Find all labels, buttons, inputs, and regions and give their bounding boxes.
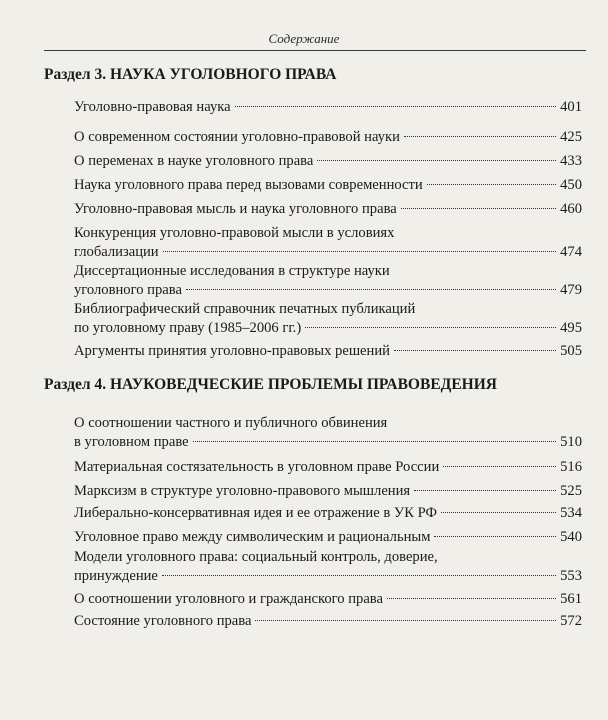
dot-leader [255,620,556,621]
toc-entry[interactable] [74,262,582,300]
toc-entry[interactable] [74,482,582,501]
toc-entry-line [74,590,582,609]
toc-entry-title: Материальная состязательность в уголовном праве России [74,459,440,475]
toc-entry[interactable] [74,548,582,586]
toc-entry-line [74,128,582,147]
toc-entry-line [74,342,582,361]
toc-entry-line [74,458,582,477]
toc-entry-line [74,319,582,338]
dot-leader [163,251,556,252]
toc-entry-title: принуждение [74,568,158,584]
page-number: 553 [560,568,582,584]
toc-entry-title: О соотношении уголовного и гражданского права [74,591,383,607]
section-title: Раздел 4. НАУКОВЕДЧЕСКИЕ ПРОБЛЕМЫ ПРАВОВЕДЕНИЯ [44,376,497,393]
dot-leader [401,208,556,209]
page-number: 540 [560,529,582,545]
toc-entry-line [74,281,582,300]
toc-entry-title: Диссертационные исследования в структуре науки [74,263,390,279]
toc-entry-title: Марксизм в структуре уголовно-правового мышления [74,483,411,499]
toc-entry[interactable] [74,590,582,609]
dot-leader [414,490,556,491]
toc-entry-line [74,433,582,452]
page-number: 401 [560,99,582,115]
toc-entry[interactable] [74,152,582,171]
dot-leader [317,160,556,161]
dot-leader [404,136,556,137]
page-number: 516 [560,459,582,475]
dot-leader [305,327,556,328]
dot-leader [162,575,556,576]
dot-leader [186,289,556,290]
toc-entry-line [74,152,582,171]
toc-entry-line [74,243,582,262]
toc-entry-title: Библиографический справочник печатных публикаций [74,301,416,317]
toc-entry-line [74,612,582,631]
toc-entry-title: уголовного права [74,282,182,298]
toc-entry-title: Конкуренция уголовно-правовой мысли в условиях [74,225,395,241]
toc-entry[interactable] [74,300,582,338]
toc-entry[interactable] [74,504,582,523]
toc-entry-title: глобализации [74,244,159,260]
dot-leader [427,184,556,185]
dot-leader [193,441,556,442]
toc-entry[interactable] [74,176,582,195]
toc-entry-line [74,224,582,243]
page-number: 433 [560,153,582,169]
toc-entry-title: О переменах в науке уголовного права [74,153,314,169]
page-number: 525 [560,483,582,499]
toc-entry-title: в уголовном праве [74,434,189,450]
toc-entry-title: Аргументы принятия уголовно-правовых решений [74,343,390,359]
toc-entry-title: О соотношении частного и публичного обвинения [74,415,388,431]
toc-entry-line [74,482,582,501]
toc-entry-title: Состояние уголовного права [74,613,252,629]
toc-entry[interactable] [74,612,582,631]
page-number: 425 [560,129,582,145]
toc-entry-title: Уголовное право между символическим и рациональным [74,529,431,545]
dot-leader [235,106,556,107]
header-rule [44,50,586,51]
dot-leader [387,598,556,599]
toc-entry-line [74,300,582,319]
toc-entry-line [74,567,582,586]
toc-entry-title: по уголовному праву (1985–2006 гг.) [74,320,302,336]
toc-entry[interactable] [74,224,582,262]
page-number: 505 [560,343,582,359]
toc-entry-title: Уголовно-правовая мысль и наука уголовного права [74,201,397,217]
page-number: 479 [560,282,582,298]
toc-entry[interactable] [74,414,582,452]
toc-entry[interactable] [74,458,582,477]
toc-entry-line [74,414,582,433]
dot-leader [443,466,556,467]
dot-leader [434,536,556,537]
toc-entry-title: О современном состоянии уголовно-правовой науки [74,129,400,145]
toc-entry-line [74,504,582,523]
dot-leader [394,350,556,351]
page-number: 561 [560,591,582,607]
page-number: 510 [560,434,582,450]
toc-entry-line [74,200,582,219]
page-number: 534 [560,505,582,521]
toc-entry[interactable] [74,200,582,219]
toc-entry-line [74,262,582,281]
page-number: 450 [560,177,582,193]
page-number: 572 [560,613,582,629]
toc-entry-title: Модели уголовного права: социальный контроль, доверие, [74,549,438,565]
toc-entry-line [74,528,582,547]
toc-entry-title: Уголовно-правовая наука [74,99,231,115]
toc-entry-title: Либерально-консервативная идея и ее отражение в УК РФ [74,505,437,521]
toc-entry[interactable] [74,128,582,147]
toc-entry-line [74,176,582,195]
page-number: 474 [560,244,582,260]
section-title: Раздел 3. НАУКА УГОЛОВНОГО ПРАВА [44,66,337,83]
page-number: 495 [560,320,582,336]
dot-leader [441,512,556,513]
toc-entry-line [74,98,582,117]
page-number: 460 [560,201,582,217]
toc-entry-line [74,548,582,567]
running-head: Содержание [268,31,340,46]
toc-entry[interactable] [74,342,582,361]
toc-entry[interactable] [74,528,582,547]
toc-entry-title: Наука уголовного права перед вызовами современности [74,177,423,193]
toc-entry[interactable] [74,98,582,117]
